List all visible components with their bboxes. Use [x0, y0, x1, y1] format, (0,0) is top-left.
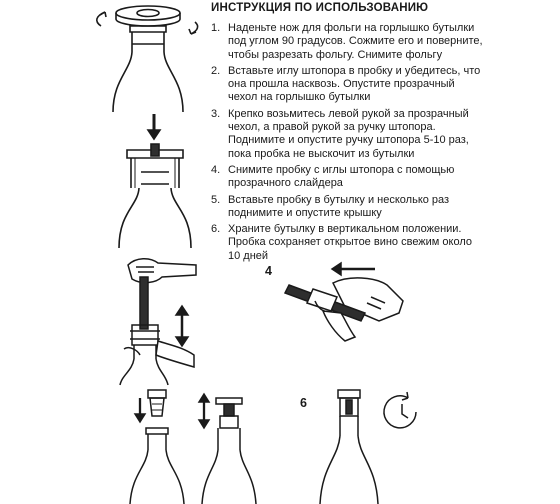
bottle-left: [130, 428, 184, 504]
corkscrew-handle: [140, 277, 148, 329]
foil-cutter: [116, 6, 180, 26]
step-number: 6.: [211, 223, 221, 236]
figure-label-6: 6: [300, 396, 307, 410]
hand-top: [128, 259, 196, 283]
arrow-updown-icon: [176, 306, 188, 346]
step-text: Снимите пробку с иглы штопора с помощью прозрачного слайдера: [228, 163, 455, 190]
step-text: Крепко возьмитесь левой рукой за прозрачный чехол, а правой рукой за ручку штопора. Поднимите и опустите ручку штопора 5-10 раз, пока пробка не выскочит из бутылки: [228, 107, 469, 160]
figure-step-5: [128, 380, 268, 504]
figure-step-4: [275, 255, 425, 355]
arrow-down-icon: [148, 114, 160, 139]
step-3: [211, 108, 556, 161]
step-5: [211, 194, 556, 221]
step-text: Вставьте пробку в бутылку и несколько раз поднимите и опустите крышку: [228, 193, 450, 219]
cap-stopper: [216, 398, 242, 428]
figure-step-3: [110, 255, 210, 385]
step-1: [211, 22, 556, 62]
corkscrew-sleeve: [127, 144, 183, 188]
step-number: 3.: [211, 107, 221, 120]
arrow-left-icon: [332, 263, 375, 275]
figure-label-4: 4: [265, 264, 272, 278]
step-number: 1.: [211, 22, 221, 34]
instruction-steps: [211, 22, 556, 266]
step-number: 2.: [211, 64, 221, 77]
bottle-neck: [119, 172, 191, 248]
arrow-down-icon: [135, 398, 145, 422]
bottle-right: [202, 428, 256, 504]
bottle: [320, 416, 378, 504]
step-number: 5.: [211, 193, 221, 206]
instruction-title: ИНСТРУКЦИЯ ПО ИСПОЛЬЗОВАНИЮ: [211, 2, 429, 14]
figure-step-1: [95, 0, 205, 112]
cork-stopper: [148, 390, 166, 416]
step-number: 4.: [211, 163, 221, 176]
step-text: Вставьте иглу штопора в пробку и убедитесь, что она прошла насквозь. Опустите прозрачный чехол на горлышко бутылки: [228, 64, 481, 104]
step-text: Наденьте нож для фольги на горлышко бутылки под углом 90 градусов. Сожмите его и поверните, чтобы разрезать фольгу. Снимите фольгу: [228, 22, 483, 61]
figure-step-2: [105, 108, 205, 248]
bottle-neck: [113, 26, 183, 112]
clock-icon: [384, 392, 416, 428]
step-2: [211, 65, 556, 105]
figure-step-6: [312, 386, 432, 504]
step-text: Храните бутылку в вертикальном положении. Пробка сохраняет открытое вино свежим около 10 дней: [228, 223, 473, 262]
stopper: [338, 390, 360, 416]
step-4: [211, 164, 556, 191]
arrow-updown-icon: [199, 394, 209, 428]
